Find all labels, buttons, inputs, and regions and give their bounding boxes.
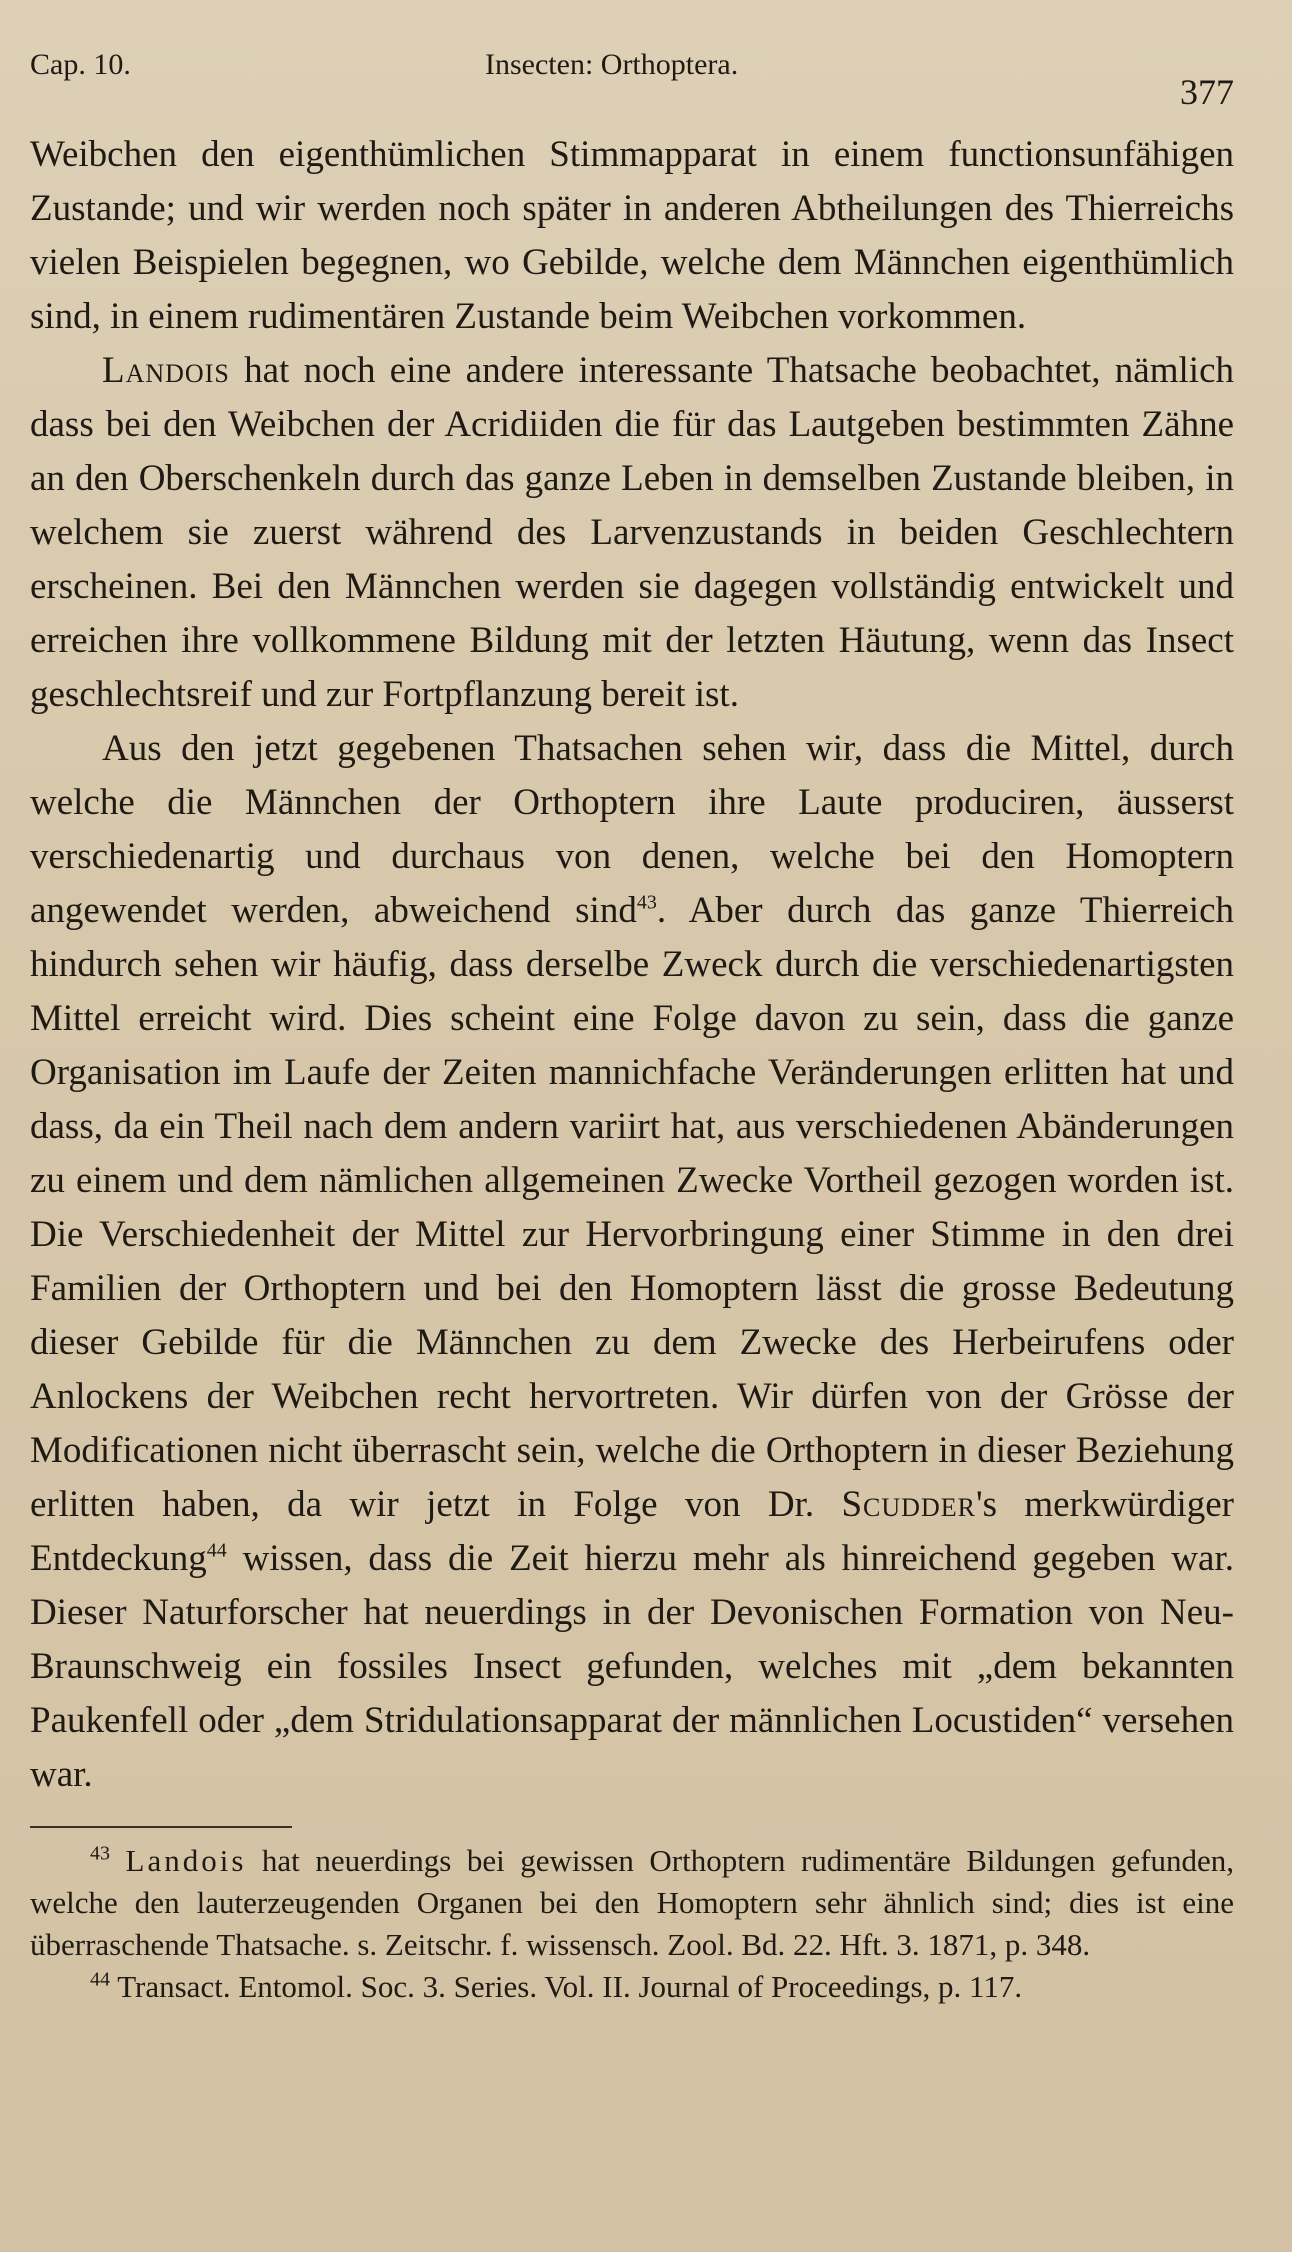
footnote-44-text: Transact. Entomol. Soc. 3. Series. Vol. II. Journal of Proceedings, p. 117. bbox=[110, 1969, 1023, 2004]
paragraph-3 bbox=[30, 722, 1234, 1802]
chapter-label: Cap. 10. bbox=[30, 48, 131, 81]
page-number: 377 bbox=[1180, 72, 1234, 112]
paragraph-2-text: hat noch eine andere interessante Thatsache beobachtet, nämlich dass bei den Weibchen der Acridiiden die für das Lautgeben bestimmten Zähne an den Oberschenkeln durch das ganze Leben in demselben Zustande bleiben, in welchem sie zuerst während des Larvenzustands in beiden Geschlechtern erscheinen. Bei den Männchen werden sie dagegen vollständig entwickelt und erreichen ihre vollkommene Bildung mit der letzten Häutung, wenn das Insect geschlechtsreif und zur Fortpflanzung bereit ist. bbox=[30, 350, 1234, 715]
author-landois: Landois bbox=[102, 350, 230, 391]
running-header bbox=[30, 42, 1234, 112]
footnote-43 bbox=[30, 1840, 1234, 1966]
author-scudder: Scudder bbox=[841, 1484, 976, 1525]
paragraph-3-part-4: wissen, dass die Zeit hierzu mehr als hinreichend gegeben war. Dieser Naturforscher hat neuerdings in der Devonischen Formation von Neu-Braunschweig ein fossiles Insect gefunden, welches mit „dem bekannten Paukenfell oder „dem Stridulationsapparat der männlichen Locustiden“ versehen war. bbox=[30, 1538, 1234, 1795]
main-text bbox=[30, 128, 1234, 2008]
footnote-43-text: hat neuerdings bei gewissen Orthoptern rudimentäre Bildungen gefunden, welche den lauterzeugenden Organen bei den Homoptern sehr ähnlich sind; dies ist eine überraschende Thatsache. s. Zeitschr. f. wissensch. Zool. Bd. 22. Hft. 3. 1871, p. 348. bbox=[30, 1843, 1235, 1962]
footnote-ref-44: 44 bbox=[206, 1539, 227, 1562]
footnote-divider bbox=[30, 1826, 292, 1828]
section-title: Insecten: Orthoptera. bbox=[485, 48, 739, 81]
paragraph-2 bbox=[30, 344, 1234, 722]
footnote-number-44: 44 bbox=[90, 1968, 110, 1991]
paragraph-3-part-3: 's merkwürdiger Entdeckung bbox=[30, 1484, 1234, 1579]
paragraph-3-part-2: . Aber durch das ganze Thierreich hindurch sehen wir häufig, dass derselbe Zweck durch die verschiedenartigsten Mittel erreicht wird. Dies scheint eine Folge davon zu sein, dass die ganze Organisation im Laufe der Zeiten mannichfache Veränderungen erlitten hat und dass, da ein Theil nach dem andern variirt hat, aus verschiedenen Abänderungen zu einem und dem nämlichen allgemeinen Zwecke Vortheil gezogen worden ist. Die Verschiedenheit der Mittel zur Hervorbringung einer Stimme in den drei Familien der Orthoptern und bei den Homoptern lässt die grosse Bedeutung dieser Gebilde für die Männchen zu dem Zwecke des Herbeirufens oder Anlockens der Weibchen recht hervortreten. Wir dürfen von der Grösse der Modificationen nicht überrascht sein, welche die Orthoptern in dieser Beziehung erlitten haben, da wir jetzt in Folge von Dr. bbox=[30, 890, 1234, 1525]
footnote-author-landois: Landois bbox=[125, 1843, 247, 1878]
paragraph-3-part-1: Aus den jetzt gegebenen Thatsachen sehen wir, dass die Mittel, durch welche die Männchen der Orthoptern ihre Laute produciren, äusserst verschiedenartig und durchaus von denen, welche bei den Homoptern angewendet werden, abweichend sind bbox=[30, 728, 1234, 931]
paragraph-1: Weibchen den eigenthümlichen Stimmapparat in einem functionsunfähigen Zustande; und wir werden noch später in anderen Abtheilungen des Thierreichs vielen Beispielen begegnen, wo Gebilde, welche dem Männchen eigenthümlich sind, in einem rudimentären Zustande beim Weibchen vorkommen. bbox=[30, 134, 1234, 337]
footnote-ref-43: 43 bbox=[636, 891, 657, 914]
footnote-number-43: 43 bbox=[90, 1842, 110, 1865]
footnote-44 bbox=[30, 1966, 1234, 2008]
